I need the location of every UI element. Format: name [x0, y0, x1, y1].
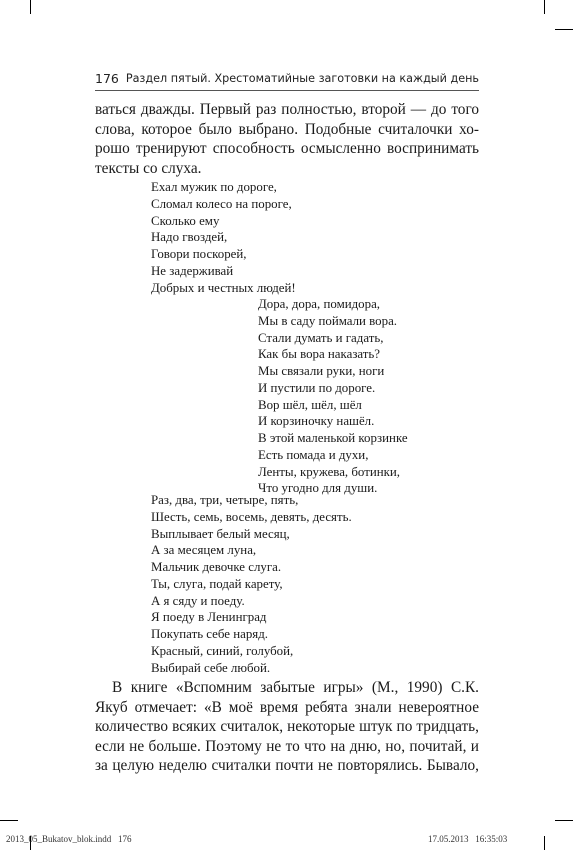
closing-paragraph	[95, 678, 479, 776]
verse-line: Добрых и честных людей!	[151, 280, 296, 295]
text-line: тексты со слуха.	[95, 159, 202, 177]
verse-line: Я поеду в Ленинград	[151, 610, 267, 625]
page-number: 176	[95, 71, 119, 86]
verse-line: Надо гвоздей,	[151, 230, 228, 245]
text-line: количество всяких считалок, некоторые штук по тридцать,	[95, 718, 479, 735]
text-line: слова, которое было выбрано. Подобные считалочки хо-	[95, 120, 479, 138]
verse-line: Шесть, семь, восемь, девять, десять.	[151, 509, 352, 524]
verse-line: Сколько ему	[151, 213, 220, 228]
verse-line: Что угодно для души.	[258, 481, 378, 496]
counting-rhyme-3	[151, 492, 352, 676]
verse-line: А за месяцем луна,	[151, 543, 257, 558]
verse-line: Красный, синий, голубой,	[151, 643, 294, 658]
verse-line: Мы связали руки, ноги	[258, 364, 385, 378]
verse-line: Есть помада и духи,	[258, 447, 369, 462]
verse-line: Выплывает белый месяц,	[151, 526, 290, 541]
crop-mark	[555, 820, 573, 821]
verse-line: Ты, слуга, подай карету,	[151, 576, 283, 591]
crop-mark	[544, 0, 545, 14]
verse-line: Не задерживай	[151, 263, 234, 278]
verse-line: Вор шёл, шёл, шёл	[258, 397, 362, 412]
verse-line: Мы в саду поймали вора.	[258, 313, 398, 328]
crop-mark	[555, 29, 573, 30]
verse-line: А я сяду и поеду.	[151, 593, 245, 608]
verse-line: Говори поскорей,	[151, 247, 247, 261]
crop-mark	[0, 820, 18, 821]
verse-line: Стали думать и гадать,	[258, 330, 384, 345]
text-line: если не больше. Поэтому не то что на дню, но, почитай, и	[95, 737, 479, 755]
verse-line: Ленты, кружева, ботинки,	[258, 464, 401, 479]
verse-line: Ехал мужик по дороге,	[151, 180, 277, 194]
text-line: Якуб отмечает: «В моё время ребята знали невероятное	[95, 698, 479, 716]
text-line: В книге «Вспомним забытые игры» (М., 1990) С.К.	[112, 679, 479, 696]
verse-line: Сломал колесо на пороге,	[151, 196, 292, 211]
verse-line: Выбирай себе любой.	[151, 660, 271, 675]
print-timestamp: 17.05.2013 16:35:03	[428, 834, 508, 844]
verse-line: Как бы вора наказать?	[258, 347, 381, 362]
verse-line: Раз, два, три, четыре, пять,	[151, 493, 299, 507]
text-line: рошо тренируют способность осмысленно воспринимать	[95, 140, 479, 157]
counting-rhyme-1	[151, 179, 296, 296]
counting-rhyme-2	[258, 296, 408, 497]
verse-line: И корзиночку нашёл.	[258, 414, 375, 429]
crop-mark	[544, 836, 545, 850]
text-line: ваться дважды. Первый раз полностью, второй — до того	[95, 101, 479, 118]
running-title: Раздел пятый. Хрестоматийные заготовки на каждый день	[125, 72, 479, 85]
verse-line: Покупать себе наряд.	[151, 627, 269, 641]
header-rule	[95, 90, 479, 91]
verse-line: В этой маленькой корзинке	[258, 431, 408, 445]
text-line: за целую неделю считалки почти не повторялись. Бывало,	[95, 757, 479, 774]
file-info: 2013_05_Bukatov_blok.indd 176	[6, 834, 132, 844]
verse-line: Мальчик девочке слуга.	[151, 560, 282, 574]
crop-mark	[30, 0, 31, 14]
verse-line: Дора, дора, помидора,	[258, 297, 381, 311]
verse-line: И пустили по дороге.	[258, 380, 376, 395]
intro-paragraph	[95, 100, 479, 178]
